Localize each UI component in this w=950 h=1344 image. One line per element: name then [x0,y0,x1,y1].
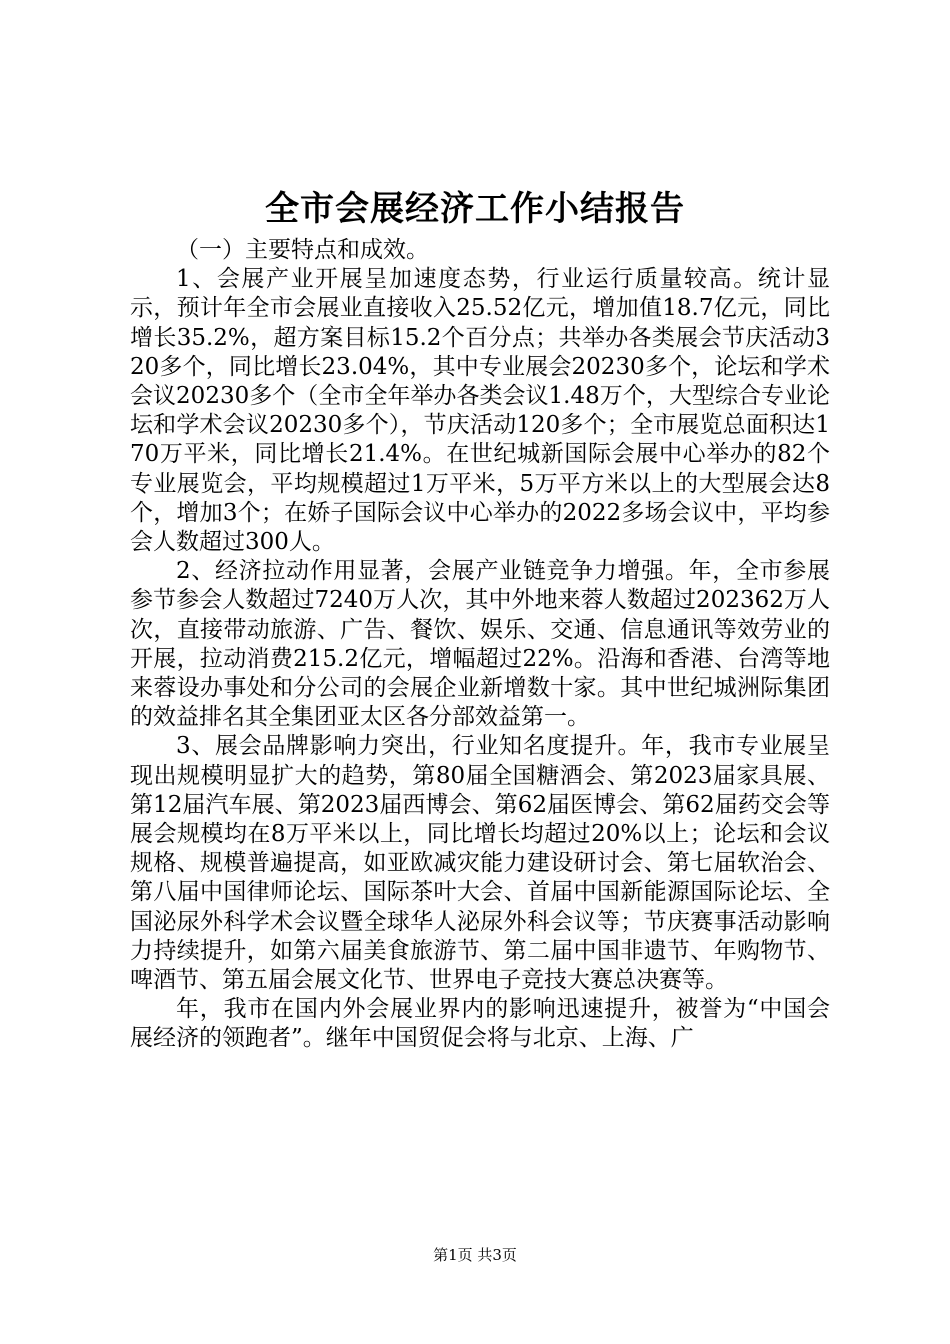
document-body [130,236,830,1054]
section-heading: （一）主要特点和成效。 [176,237,429,263]
paragraph-3: 3、展会品牌影响力突出，行业知名度提升。年，我市专业展呈现出规模明显扩大的趋势，第80届全国糖酒会、第2023届家具展、第12届汽车展、第2023届西博会、第62届医博会、第62届药交会等展会规模均在8万平米以上，同比增长均超过20%以上；论坛和会议规格、规模普遍提高，如亚欧减灾能力建设研讨会、第七届软治会、第八届中国律师论坛、国际茶叶大会、首届中国新能源国际论坛、全国泌尿外科学术会议暨全球华人泌尿外科会议等；节庆赛事活动影响力持续提升，如第六届美食旅游节、第二届中国非遗节、年购物节、啤酒节、第五届会展文化节、世界电子竞技大赛总决赛等。 [130,733,830,994]
page-number-footer: 第1页 共3页 [433,1246,517,1264]
document-title: 全市会展经济工作小结报告 [265,189,685,229]
paragraph-2: 2、经济拉动作用显著，会展产业链竞争力增强。年，全市参展参节参会人数超过7240万人次，其中外地来蓉人数超过202362万人次，直接带动旅游、广告、餐饮、娱乐、交通、信息通讯等效劳业的开展，拉动消费215.2亿元，增幅超过22%。沿海和香港、台湾等地来蓉设办事处和分公司的会展企业新增数十家。其中世纪城洲际集团的效益排名其全集团亚太区各分部效益第一。 [130,558,830,731]
paragraph-4: 年，我市在国内外会展业界内的影响迅速提升，被誉为“中国会展经济的领跑者”。继年中国贸促会将与北京、上海、广 [130,996,830,1052]
paragraph-1: 1、会展产业开展呈加速度态势，行业运行质量较高。统计显示，预计年全市会展业直接收入25.52亿元，增加值18.7亿元，同比增长35.2%，超方案目标15.2个百分点；共举办各类展会节庆活动320多个，同比增长23.04%，其中专业展会20230多个，论坛和学术会议20230多个（全市全年举办各类会议1.48万个，大型综合专业论坛和学术会议20230多个），节庆活动120多个；全市展览总面积达170万平米，同比增长21.4%。在世纪城新国际会展中心举办的82个专业展览会，平均规模超过1万平米，5万平方米以上的大型展会达8个，增加3个；在娇子国际会议中心举办的2022多场会议中，平均参会人数超过300人。 [130,266,830,556]
